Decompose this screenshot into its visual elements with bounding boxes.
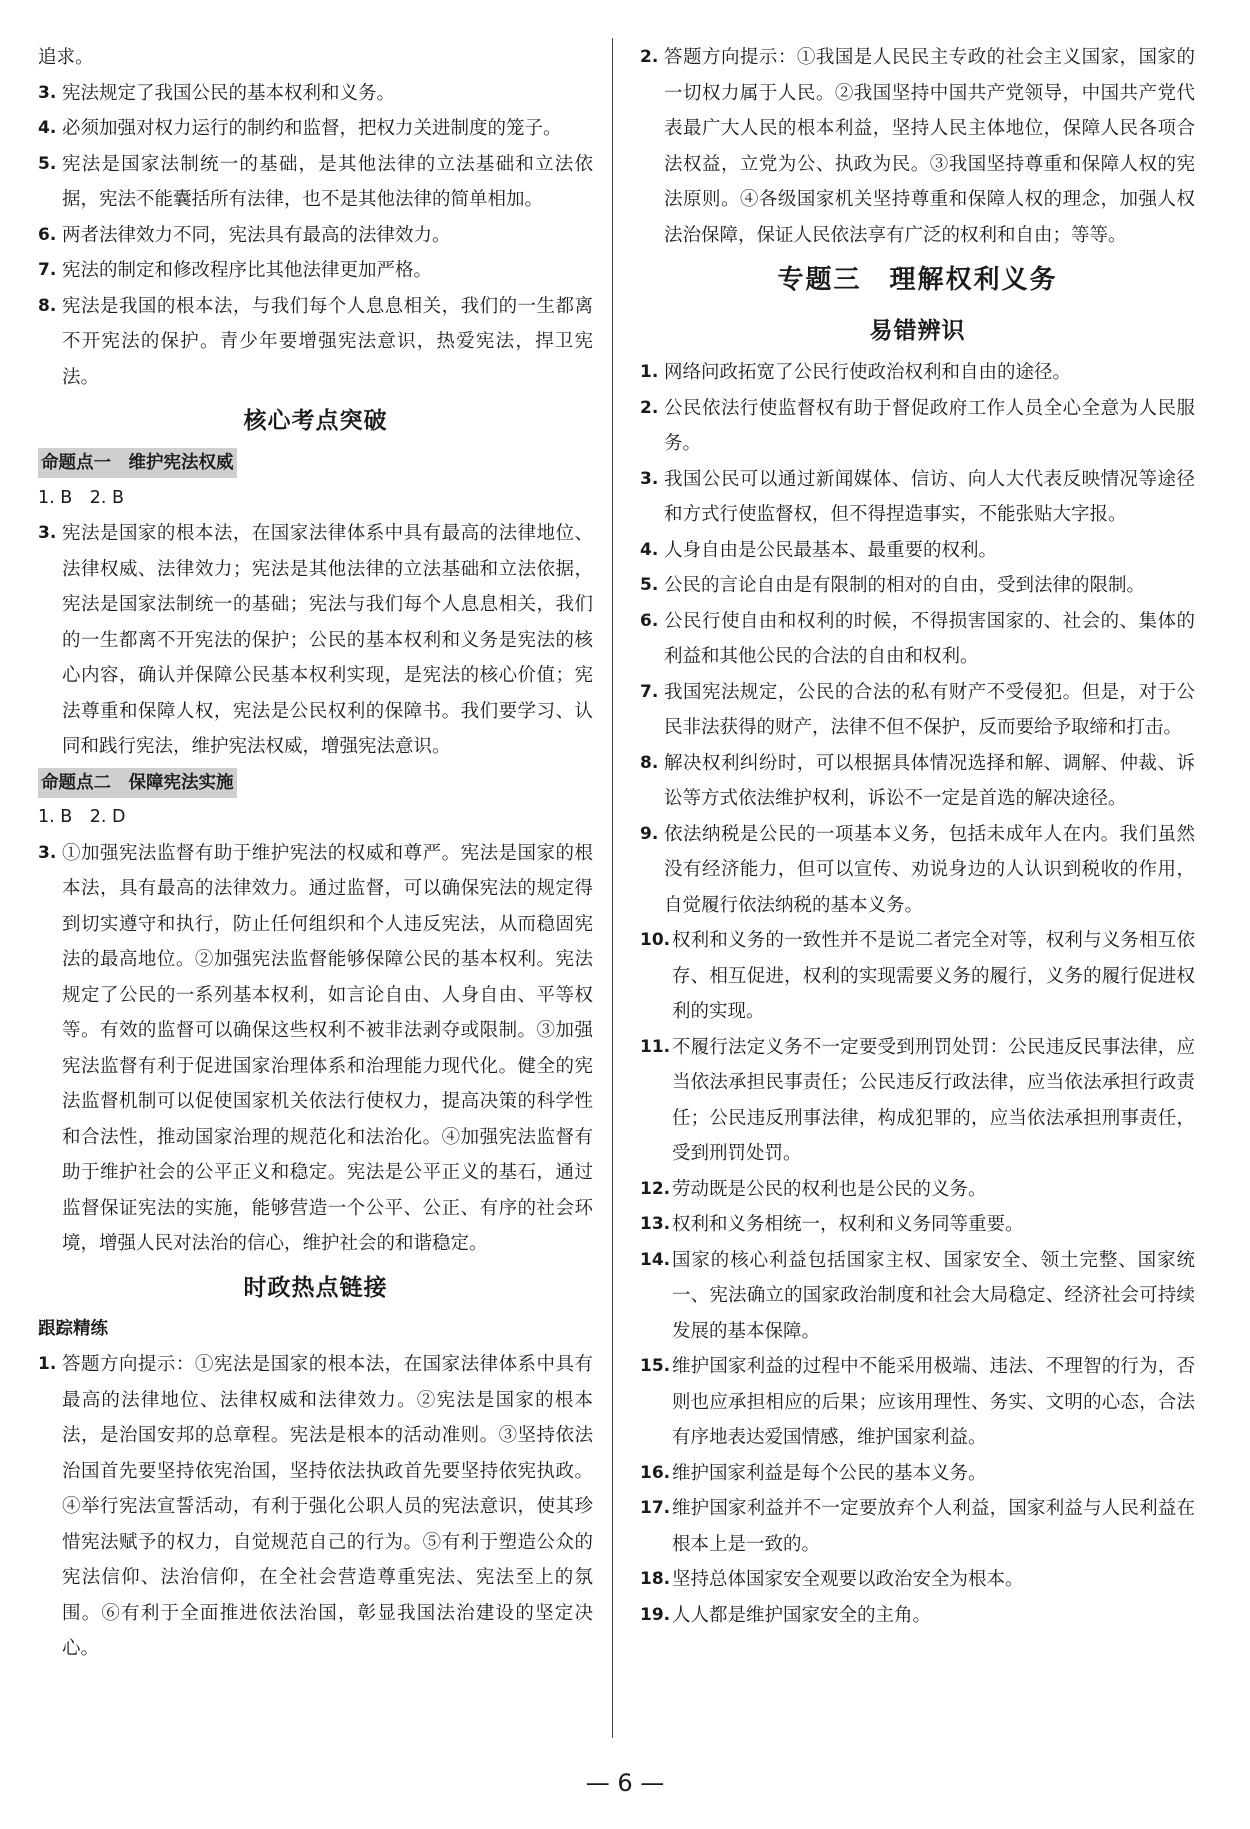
item-text: 答题方向提示：①宪法是国家的根本法，在国家法律体系中具有最高的法律地位、法律权威和法律效力。②宪法是国家的根本法，是治国安邦的总章程。宪法是根本的活动准则。③坚持依法治国首先要坚持依宪治国，坚持依法执政首先要坚持依宪执政。④举行宪法宣誓活动，有利于强化公职人员的宪法意识，使其珍惜宪法赋予的权力，自觉规范自己的行为。⑤有利于塑造公众的宪法信仰、法治信仰，在全社会营造尊重宪法、宪法至上的氛围。⑥有利于全面推进依法治国，彰显我国法治建设的坚定决心。 <box>62 1354 593 1659</box>
point2-answer-3 <box>38 836 593 1262</box>
list-item <box>38 147 593 218</box>
item-text: ①加强宪法监督有助于维护宪法的权威和尊严。宪法是国家的根本法，具有最高的法律效力。通过监督，可以确保宪法的规定得到切实遵守和执行，防止任何组织和个人违反宪法，从而稳固宪法的最高地位。②加强宪法监督能够保障公民的基本权利。宪法规定了公民的一系列基本权利，如言论自由、人身自由、平等权等。有效的监督可以确保这些权利不被非法剥夺或限制。③加强宪法监督有利于促进国家治理体系和治理能力现代化。健全的宪法监督机制可以促使国家机关依法行使权力，提高决策的科学性和合法性，推动国家治理的规范化和法治化。④加强宪法监督有助于维护社会的公平正义和稳定。宪法是公平正义的基石，通过监督保证宪法的实施，能够营造一个公平、公正、有序的社会环境，增强人民对法治的信心，维护社会的和谐稳定。 <box>62 842 593 1254</box>
item-number: 17. <box>640 1498 671 1518</box>
list-item <box>640 355 1195 391</box>
list-item <box>640 1562 1195 1598</box>
item-number: 10. <box>640 930 671 950</box>
list-item <box>640 391 1195 462</box>
point1-choice-answers: 1. B 2. B <box>38 487 125 508</box>
left-column <box>38 40 593 1667</box>
item-number: 3. <box>640 468 659 489</box>
list-item <box>640 923 1195 1030</box>
proposition-point-1-title: 命题点一 维护宪法权威 <box>38 448 237 478</box>
page-number: — 6 — <box>585 1769 665 1797</box>
item-text: 必须加强对权力运行的制约和监督，把权力关进制度的笼子。 <box>62 118 562 139</box>
item-text: 权利和义务相统一，权利和义务同等重要。 <box>672 1214 1024 1235</box>
item-text: 公民依法行使监督权有助于督促政府工作人员全心全意为人民服务。 <box>664 397 1195 454</box>
item-number: 1. <box>38 1354 57 1374</box>
item-text: 劳动既是公民的权利也是公民的义务。 <box>672 1178 987 1200</box>
item-number: 2. <box>640 47 659 67</box>
item-number: 13. <box>640 1214 671 1234</box>
item-text: 解决权利纠纷时，可以根据具体情况选择和解、调解、仲裁、诉讼等方式依法维护权利，诉讼不一定是首选的解决途径。 <box>664 752 1195 809</box>
list-item <box>38 289 593 396</box>
item-number: 19. <box>640 1604 671 1625</box>
section-title-hotspot: 时政热点链接 <box>243 1274 388 1301</box>
item-number: 9. <box>640 823 659 844</box>
item-text: 宪法是我国的根本法，与我们每个人息息相关，我们的一生都离不开宪法的保护。青少年要增强宪法意识，热爱宪法，捍卫宪法。 <box>62 295 593 388</box>
item-number: 4. <box>38 118 57 138</box>
list-item <box>640 1598 1195 1634</box>
item-text: 权利和义务的一致性并不是说二者完全对等，权利与义务相互依存、相互促进，权利的实现需要义务的履行，义务的履行促进权利的实现。 <box>672 930 1195 1022</box>
column-divider <box>612 38 613 1738</box>
list-item <box>640 1349 1195 1456</box>
intro-list <box>38 76 593 396</box>
item-number: 8. <box>640 752 659 773</box>
item-number: 6. <box>640 610 659 631</box>
tracking-answer-1 <box>38 1347 593 1667</box>
item-number: 8. <box>38 295 57 316</box>
list-item <box>640 817 1195 924</box>
item-text: 坚持总体国家安全观要以政治安全为根本。 <box>672 1569 1024 1590</box>
item-text: 维护国家利益是每个公民的基本义务。 <box>672 1462 987 1484</box>
item-number: 7. <box>38 260 57 280</box>
list-item <box>38 218 593 254</box>
list-item <box>640 675 1195 746</box>
item-text: 不履行法定义务不一定要受到刑罚处罚：公民违反民事法律，应当依法承担民事责任；公民违反行政法律，应当依法承担行政责任；公民违反刑事法律，构成犯罪的，应当依法承担刑事责任，受到刑罚处罚。 <box>672 1036 1195 1164</box>
list-item <box>640 604 1195 675</box>
item-text: 公民行使自由和权利的时候，不得损害国家的、社会的、集体的利益和其他公民的合法的自由和权利。 <box>664 610 1195 667</box>
mistake-list <box>640 355 1195 1633</box>
list-item <box>640 1491 1195 1562</box>
item-text: 宪法的制定和修改程序比其他法律更加严格。 <box>62 260 433 281</box>
item-text: 国家的核心利益包括国家主权、国家安全、领土完整、国家统一、宪法确立的国家政治制度和社会大局稳定、经济社会可持续发展的基本保障。 <box>672 1249 1195 1342</box>
point1-answer-3 <box>38 516 593 765</box>
item-number: 11. <box>640 1036 671 1057</box>
item-text: 宪法是国家法制统一的基础，是其他法律的立法基础和立法依据，宪法不能囊括所有法律，也不是其他法律的简单相加。 <box>62 153 593 210</box>
item-number: 16. <box>640 1462 671 1483</box>
point2-choice-answers: 1. B 2. D <box>38 807 126 827</box>
list-item <box>640 1207 1195 1243</box>
item-number: 12. <box>640 1178 671 1199</box>
item-text: 维护国家利益并不一定要放弃个人利益，国家利益与人民利益在根本上是一致的。 <box>672 1498 1195 1555</box>
list-item <box>640 533 1195 569</box>
item-number: 14. <box>640 1249 671 1270</box>
item-number: 15. <box>640 1356 671 1376</box>
tracking-answer-2 <box>640 40 1195 253</box>
item-number: 3. <box>38 842 57 863</box>
item-text: 人人都是维护国家安全的主角。 <box>672 1604 932 1626</box>
mistake-identification-title: 易错辨识 <box>869 318 966 344</box>
list-item <box>640 1030 1195 1172</box>
item-text: 两者法律效力不同，宪法具有最高的法律效力。 <box>62 224 451 246</box>
item-text: 网络问政拓宽了公民行使政治权利和自由的途径。 <box>664 362 1072 383</box>
item-text: 宪法是国家的根本法，在国家法律体系中具有最高的法律地位、法律权威、法律效力；宪法是其他法律的立法基础和立法依据，宪法是国家法制统一的基础；宪法与我们每个人息息相关，我们的一生都离不开宪法的保护；公民的基本权利和义务是宪法的核心内容，确认并保障公民基本权利实现，是宪法的核心价值；宪法尊重和保障人权，宪法是公民权利的保障书。我们要学习、认同和践行宪法，维护宪法权威，增强宪法意识。 <box>62 523 593 757</box>
section-title-core: 核心考点突破 <box>243 408 388 434</box>
item-number: 18. <box>640 1569 671 1589</box>
item-number: 3. <box>38 82 57 103</box>
item-text: 人身自由是公民最基本、最重要的权利。 <box>664 539 998 561</box>
list-item <box>38 111 593 147</box>
list-item <box>38 253 593 289</box>
item-text: 维护国家利益的过程中不能采用极端、违法、不理智的行为，否则也应承担相应的后果；应该用理性、务实、文明的心态，合法有序地表达爱国情感，维护国家利益。 <box>672 1356 1195 1448</box>
item-number: 1. <box>640 362 659 382</box>
proposition-point-2-title: 命题点二 保障宪法实施 <box>38 768 237 798</box>
item-number: 5. <box>38 153 57 174</box>
right-column <box>640 40 1195 1633</box>
item-text: 我国公民可以通过新闻媒体、信访、向人大代表反映情况等途径和方式行使监督权，但不得捏造事实，不能张贴大字报。 <box>664 468 1195 525</box>
list-item <box>640 746 1195 817</box>
item-number: 3. <box>38 523 57 543</box>
item-number: 6. <box>38 224 57 245</box>
list-item <box>640 1243 1195 1350</box>
topic-title: 专题三 理解权利义务 <box>777 265 1058 295</box>
item-number: 2. <box>640 397 659 418</box>
item-text: 依法纳税是公民的一项基本义务，包括未成年人在内。我们虽然没有经济能力，但可以宣传、劝说身边的人认识到税收的作用，自觉履行依法纳税的基本义务。 <box>664 823 1195 916</box>
tracking-practice-title: 跟踪精练 <box>38 1318 108 1339</box>
continued-text: 追求。 <box>38 47 94 68</box>
item-number: 5. <box>640 575 659 595</box>
list-item <box>640 1456 1195 1492</box>
item-number: 4. <box>640 539 659 560</box>
item-text: 宪法规定了我国公民的基本权利和义务。 <box>62 82 396 104</box>
item-text: 答题方向提示：①我国是人民民主专政的社会主义国家，国家的一切权力属于人民。②我国坚持中国共产党领导，中国共产党代表最广大人民的根本利益，坚持人民主体地位，保障人民各项合法权益，立党为公、执政为民。③我国坚持尊重和保障人权的宪法原则。④各级国家机关坚持尊重和保障人权的理念，加强人权法治保障，保证人民依法享有广泛的权利和自由；等等。 <box>664 47 1195 246</box>
item-text: 我国宪法规定，公民的合法的私有财产不受侵犯。但是，对于公民非法获得的财产，法律不但不保护，反而要给予取缔和打击。 <box>664 681 1195 738</box>
list-item <box>640 1172 1195 1208</box>
item-number: 7. <box>640 681 659 702</box>
item-text: 公民的言论自由是有限制的相对的自由，受到法律的限制。 <box>664 575 1146 596</box>
list-item <box>640 462 1195 533</box>
list-item <box>38 76 593 112</box>
list-item <box>640 568 1195 604</box>
